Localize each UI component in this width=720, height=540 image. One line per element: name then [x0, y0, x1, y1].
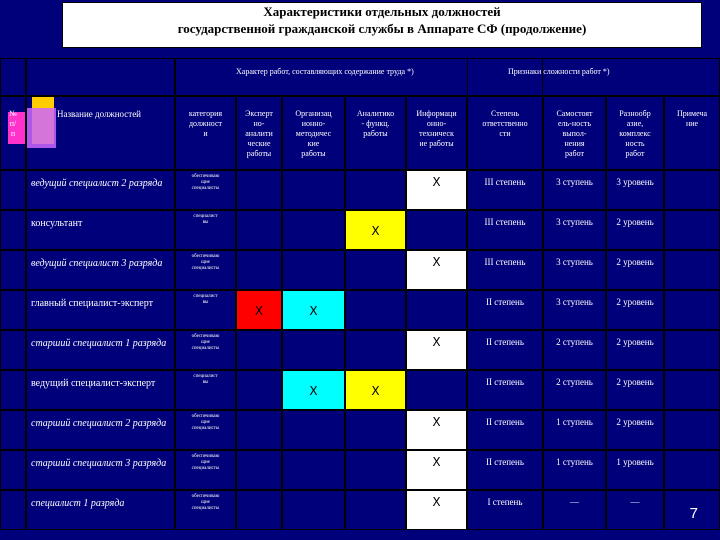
resp-cell: II степень — [467, 410, 543, 450]
indep-cell: — — [543, 490, 606, 530]
mark-cell — [236, 410, 282, 450]
position-name: ведущий специалист 3 разряда — [26, 250, 175, 290]
category-cell: обеспечиваю щие специалисты — [175, 250, 236, 290]
mark-cell: X — [406, 330, 467, 370]
mark-cell — [345, 410, 406, 450]
row-num-cell — [0, 330, 26, 370]
header-c3: Аналитико - функц. работы — [345, 96, 406, 170]
note-cell — [664, 410, 720, 450]
position-name: ведущий специалист 2 разряда — [26, 170, 175, 210]
indep-cell: 3 ступень — [543, 210, 606, 250]
title-line-2: государственной гражданской службы в Аппарате СФ (продолжение) — [177, 21, 587, 36]
mark-cell — [282, 170, 345, 210]
mark-cell: X — [282, 290, 345, 330]
resp-cell: III степень — [467, 210, 543, 250]
note-cell — [664, 290, 720, 330]
note-cell — [664, 370, 720, 410]
mark-cell — [236, 490, 282, 530]
resp-cell: III степень — [467, 170, 543, 210]
header-blank-num — [0, 58, 26, 96]
resp-cell: II степень — [467, 330, 543, 370]
header-c5: Степень ответственно сти — [467, 96, 543, 170]
position-name: консультант — [26, 210, 175, 250]
indep-cell: 3 ступень — [543, 290, 606, 330]
resp-cell: II степень — [467, 450, 543, 490]
mark-cell: X — [406, 490, 467, 530]
indep-cell: 2 ступень — [543, 330, 606, 370]
mark-cell — [345, 330, 406, 370]
row-num-cell — [0, 370, 26, 410]
mark-cell — [236, 250, 282, 290]
row-num-cell — [0, 170, 26, 210]
mark-cell — [345, 490, 406, 530]
row-num-cell — [0, 250, 26, 290]
mark-cell — [236, 370, 282, 410]
resp-cell: III степень — [467, 250, 543, 290]
category-cell: обеспечиваю щие специалисты — [175, 410, 236, 450]
row-num-cell — [0, 410, 26, 450]
position-name: главный специалист-эксперт — [26, 290, 175, 330]
note-cell — [664, 250, 720, 290]
note-cell — [664, 210, 720, 250]
var-cell: 3 уровень — [606, 170, 664, 210]
mark-cell — [282, 210, 345, 250]
category-cell: специалист вы — [175, 370, 236, 410]
indep-cell: 3 ступень — [543, 170, 606, 210]
row-num-cell — [0, 490, 26, 530]
mark-cell: X — [406, 450, 467, 490]
mark-cell — [345, 290, 406, 330]
mark-cell — [282, 410, 345, 450]
header-c2: Организац ионно- методичес кие работы — [282, 96, 345, 170]
category-cell: обеспечиваю щие специалисты — [175, 490, 236, 530]
note-cell — [664, 450, 720, 490]
mark-cell — [406, 210, 467, 250]
mark-cell: X — [345, 370, 406, 410]
var-cell: — — [606, 490, 664, 530]
mark-cell: X — [406, 170, 467, 210]
mark-cell — [236, 450, 282, 490]
header-name: Название должностей — [26, 96, 175, 170]
row-num-cell — [0, 450, 26, 490]
indep-cell: 1 ступень — [543, 410, 606, 450]
indep-cell: 3 ступень — [543, 250, 606, 290]
header-c6: Самостоят ель-ность выпол- нения работ — [543, 96, 606, 170]
category-cell: обеспечиваю щие специалисты — [175, 450, 236, 490]
mark-cell — [236, 330, 282, 370]
mark-cell: X — [406, 250, 467, 290]
page-number: 7 — [689, 505, 698, 522]
mark-cell: X — [345, 210, 406, 250]
category-cell: обеспечиваю щие специалисты — [175, 170, 236, 210]
var-cell: 2 уровень — [606, 210, 664, 250]
mark-cell — [282, 490, 345, 530]
position-name: старший специалист 3 разряда — [26, 450, 175, 490]
position-name: специалист 1 разряда — [26, 490, 175, 530]
mark-cell — [236, 210, 282, 250]
indep-cell: 1 ступень — [543, 450, 606, 490]
header-group-work: Характер работ, составляющих содержание труда *) — [175, 58, 543, 96]
mark-cell — [282, 250, 345, 290]
mark-cell: X — [236, 290, 282, 330]
var-cell: 2 уровень — [606, 290, 664, 330]
row-num-cell — [0, 290, 26, 330]
title-line-1: Характеристики отдельных должностей — [263, 4, 501, 19]
var-cell: 1 уровень — [606, 450, 664, 490]
mark-cell: X — [406, 410, 467, 450]
position-name: старший специалист 1 разряда — [26, 330, 175, 370]
header-group-complexity: Признаки сложности работ *) — [467, 58, 720, 96]
var-cell: 2 уровень — [606, 410, 664, 450]
mark-cell — [345, 170, 406, 210]
position-name: старший специалист 2 разряда — [26, 410, 175, 450]
mark-cell — [282, 450, 345, 490]
var-cell: 2 уровень — [606, 370, 664, 410]
category-cell: обеспечиваю щие специалисты — [175, 330, 236, 370]
header-c1: Эксперт но- аналити ческие работы — [236, 96, 282, 170]
mark-cell — [282, 330, 345, 370]
note-cell — [664, 170, 720, 210]
header-c4: Информаци онно- техническ ие работы — [406, 96, 467, 170]
resp-cell: II степень — [467, 290, 543, 330]
header-num: № п/ п — [0, 96, 26, 170]
mark-cell — [406, 290, 467, 330]
mark-cell — [345, 450, 406, 490]
resp-cell: II степень — [467, 370, 543, 410]
indep-cell: 2 ступень — [543, 370, 606, 410]
header-cat: категория должност и — [175, 96, 236, 170]
header-c7: Разнообр азие, комплекс ность работ — [606, 96, 664, 170]
var-cell: 2 уровень — [606, 330, 664, 370]
var-cell: 2 уровень — [606, 250, 664, 290]
header-blank-name — [26, 58, 175, 96]
mark-cell — [345, 250, 406, 290]
category-cell: специалист вы — [175, 210, 236, 250]
header-c8: Примеча ние — [664, 96, 720, 170]
position-name: ведущий специалист-эксперт — [26, 370, 175, 410]
row-num-cell — [0, 210, 26, 250]
mark-cell: X — [282, 370, 345, 410]
resp-cell: I степень — [467, 490, 543, 530]
note-cell — [664, 330, 720, 370]
mark-cell — [406, 370, 467, 410]
mark-cell — [236, 170, 282, 210]
category-cell: специалист вы — [175, 290, 236, 330]
